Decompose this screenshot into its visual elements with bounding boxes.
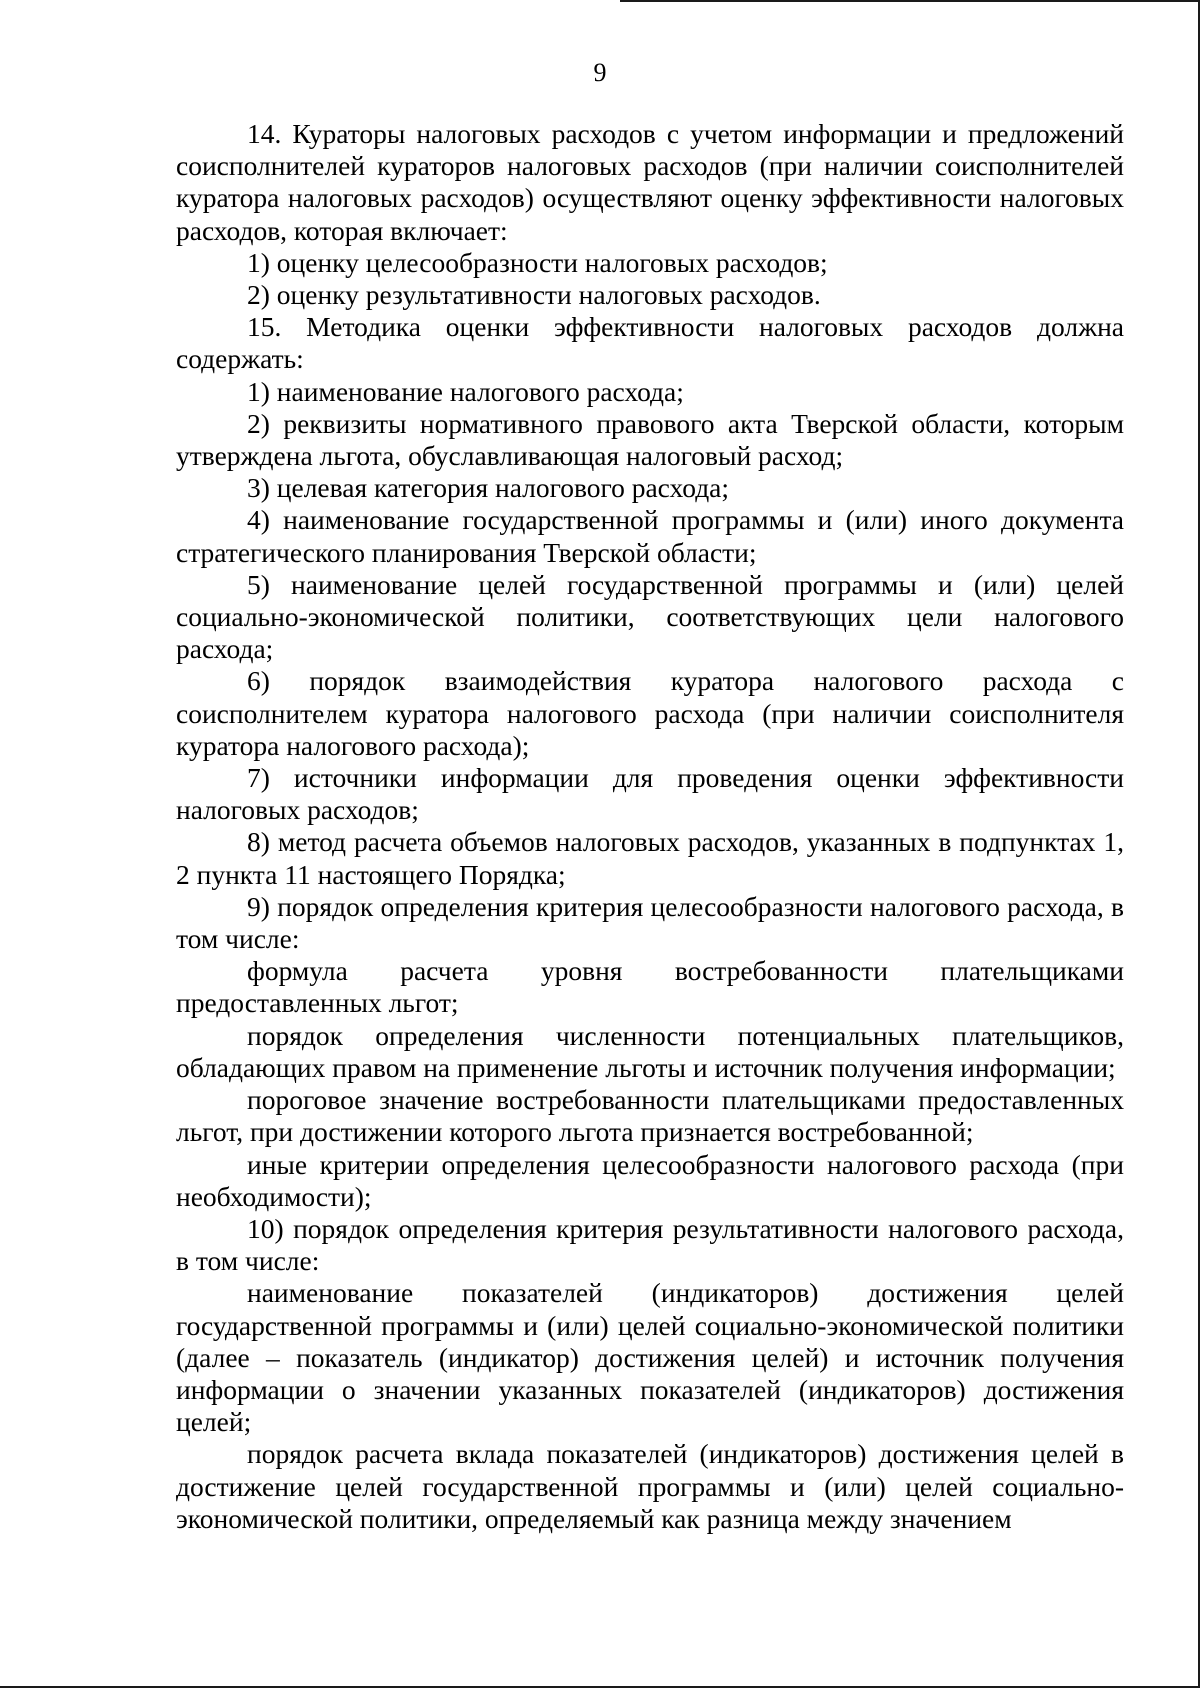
list-item-2-requisites: 2) реквизиты нормативного правового акта Тверской области, которым утверждена льгота, обуславливающая налоговый расход;	[176, 407, 1124, 472]
list-item-9-expediency-criterion: 9) порядок определения критерия целесообразности налогового расхода, в том числе:	[176, 890, 1124, 955]
list-item-7-sources: 7) источники информации для проведения оценки эффективности налоговых расходов;	[176, 762, 1124, 826]
list-item-1-expediency: 1) оценку целесообразности налоговых расходов;	[247, 246, 828, 278]
sub-item-formula: формула расчета уровня востребованности плательщиками предоставленных льгот;	[176, 955, 1124, 1019]
paragraph-14-intro: 14. Кураторы налоговых расходов с учетом информации и предложений соисполнителей кураторов налоговых расходов (при наличии соисполнителей куратора налоговых расходов) осуществляют оценку эффективности налоговых расходов, которая включает:	[176, 118, 1124, 246]
sub-item-contribution: порядок расчета вклада показателей (индикаторов) достижения целей в достижение целей государственной программы и (или) целей социально-экономической политики, определяемый как разница между значением	[176, 1438, 1124, 1534]
list-item-5-goals: 5) наименование целей государственной программы и (или) целей социально-экономической политики, соответствующих цели налогового расхода;	[176, 568, 1124, 665]
top-border-line	[620, 0, 1200, 2]
paragraph-15-intro: 15. Методика оценки эффективности налоговых расходов должна содержать:	[176, 311, 1124, 375]
list-item-8-method: 8) метод расчета объемов налоговых расходов, указанных в подпунктах 1, 2 пункта 11 настоящего Порядка;	[176, 826, 1124, 890]
page-number: 9	[593, 58, 607, 87]
sub-item-other-criteria: иные критерии определения целесообразности налогового расхода (при необходимости);	[176, 1148, 1124, 1212]
sub-item-indicators: наименование показателей (индикаторов) достижения целей государственной программы и (или) целей социально-экономической политики (далее – показатель (индикатор) достижения целей) и источник получения информации о значении указанных показателей (индикаторов) достижения целей;	[176, 1277, 1124, 1438]
sub-item-payers-count: порядок определения численности потенциальных плательщиков, обладающих правом на применение льготы и источник получения информации;	[176, 1019, 1124, 1083]
list-item-2-effectiveness: 2) оценку результативности налоговых расходов.	[247, 279, 821, 311]
sub-item-threshold: пороговое значение востребованности плательщиками предоставленных льгот, при достижении которого льгота признается востребованной;	[176, 1084, 1124, 1148]
document-body	[176, 118, 1124, 1535]
list-item-10-effectiveness-criterion: 10) порядок определения критерия результативности налогового расхода, в том числе:	[176, 1212, 1124, 1277]
list-item-1-name: 1) наименование налогового расхода;	[247, 375, 684, 407]
list-item-3-target-category: 3) целевая категория налогового расхода;	[247, 472, 730, 504]
list-item-4-program-name: 4) наименование государственной программы и (или) иного документа стратегического планирования Тверской области;	[176, 504, 1124, 568]
list-item-6-interaction: 6) порядок взаимодействия куратора налогового расхода с соисполнителем куратора налогового расхода (при наличии соисполнителя куратора налогового расхода);	[176, 665, 1124, 761]
